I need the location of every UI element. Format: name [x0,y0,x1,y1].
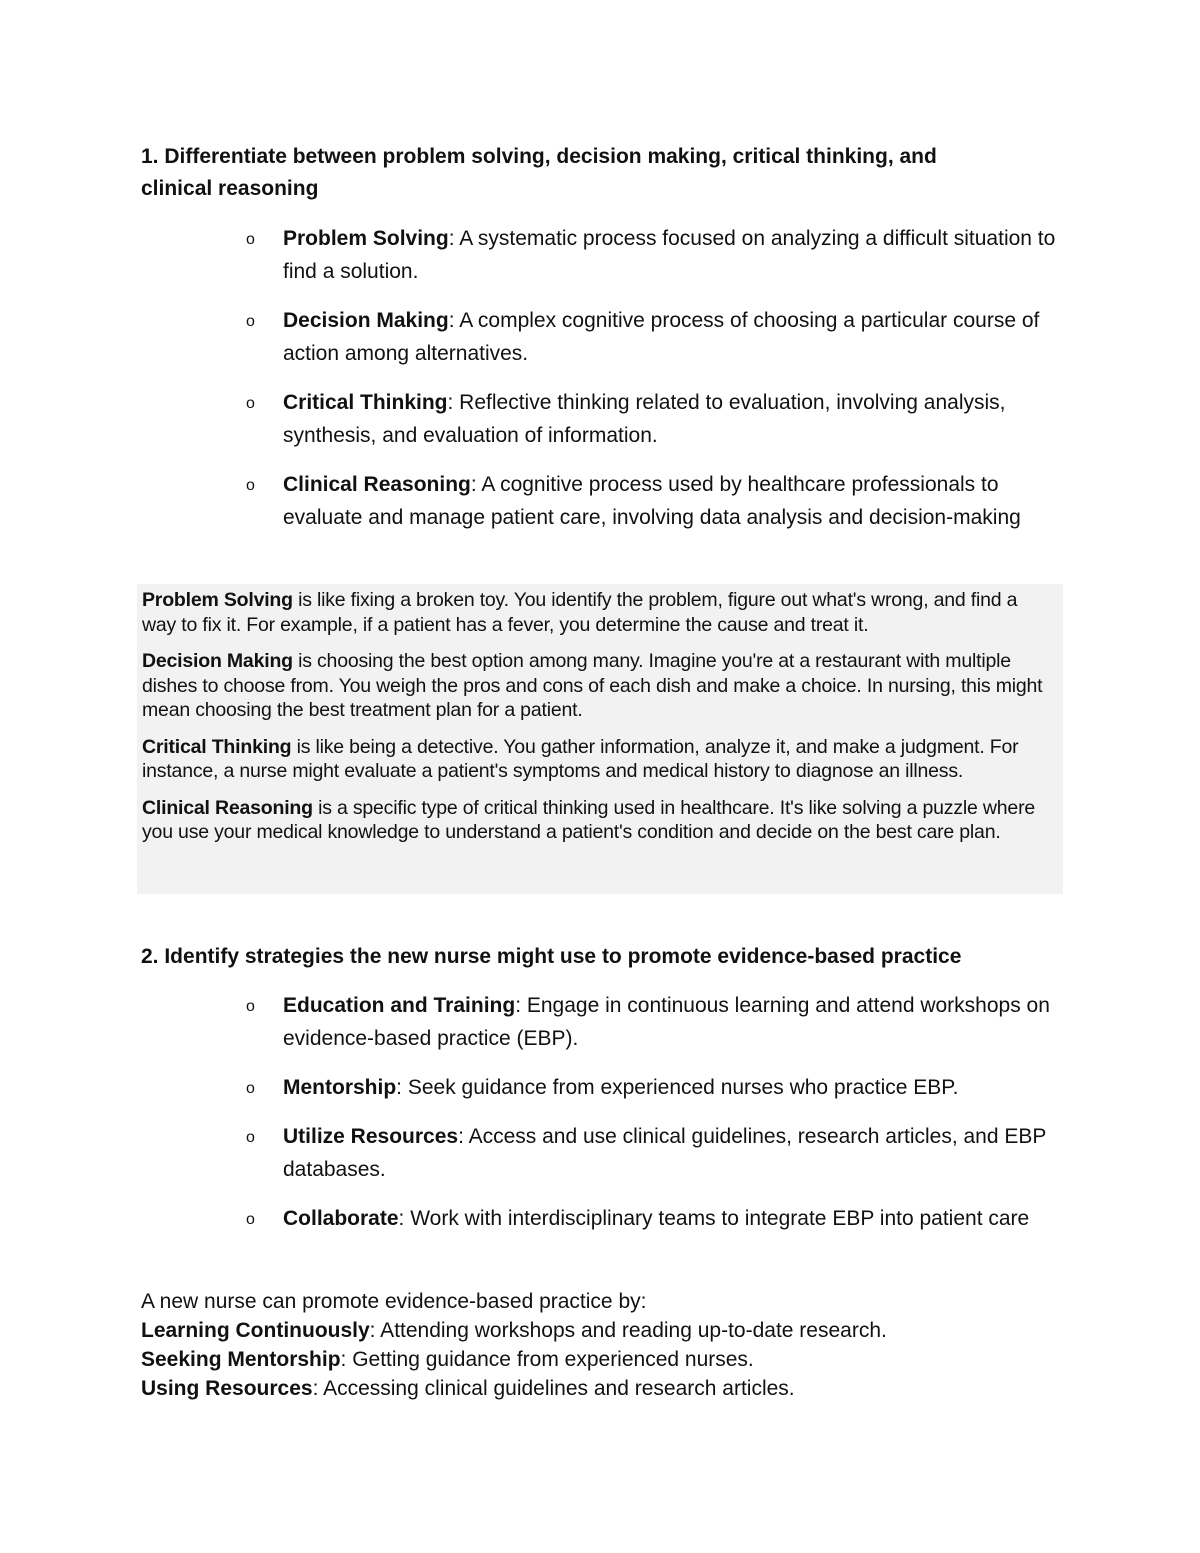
summary-term: Using Resources [141,1377,313,1400]
bullet-text: : A complex cognitive process of choosing a particular course of action among alternatives. [283,309,1040,365]
bullet-term: Utilize Resources [283,1125,459,1148]
bullet-text: : Engage in continuous learning and attend workshops on evidence-based practice (EBP). [283,994,1050,1050]
bullet-marker: o [246,998,255,1015]
bullet-clinical-reasoning [246,468,1066,534]
explanation-term: Decision Making [142,650,293,672]
section1-bullet-list [246,222,1066,550]
bullet-problem-solving [246,222,1066,288]
explanation-text: is like fixing a broken toy. You identify the problem, figure out what's wrong, and find a way to fix it. For example, if a patient has a fever, you determine the cause and treat it. [142,589,1018,636]
bullet-text: : Access and use clinical guidelines, research articles, and EBP databases. [283,1125,1047,1181]
section2-bullet-list [246,989,1066,1251]
section1-heading-line2: clinical reasoning [141,177,319,200]
bullet-marker: o [246,1080,255,1097]
bullet-term: Decision Making [283,309,449,332]
bullet-marker: o [246,1129,255,1146]
summary-text: : Getting guidance from experienced nurses. [340,1348,754,1371]
bullet-term: Mentorship [283,1076,397,1099]
bullet-marker: o [246,1211,255,1228]
bullet-marker: o [246,477,255,494]
summary-item-learning [141,1316,1081,1345]
bullet-critical-thinking [246,386,1066,452]
bullet-education-training [246,989,1066,1055]
summary-block [141,1287,1081,1403]
plain-explanation-box [137,584,1063,894]
bullet-text: : Work with interdisciplinary teams to integrate EBP into patient care [398,1207,1030,1230]
bullet-term: Problem Solving [283,227,449,250]
summary-term: Learning Continuously [141,1319,370,1342]
summary-item-resources [141,1374,1081,1403]
summary-text: : Attending workshops and reading up-to-date research. [369,1319,887,1342]
bullet-marker: o [246,395,255,412]
explanation-critical-thinking [142,735,1053,784]
explanation-text: is choosing the best option among many. Imagine you're at a restaurant with multiple dishes to choose from. You weigh the pros and cons of each dish and make a choice. In nursing, this might mean choosing the best treatment plan for a patient. [142,650,1043,721]
bullet-text: : Reflective thinking related to evaluation, involving analysis, synthesis, and evaluation of information. [283,391,1006,447]
summary-intro: A new nurse can promote evidence-based practice by: [141,1290,647,1313]
explanation-clinical-reasoning [142,796,1053,845]
bullet-text: : A systematic process focused on analyzing a difficult situation to find a solution. [283,227,1056,283]
bullet-term: Clinical Reasoning [283,473,471,496]
section1-heading-line1: 1. Differentiate between problem solving, decision making, critical thinking, and [141,145,937,168]
bullet-term: Education and Training [283,994,516,1017]
explanation-term: Clinical Reasoning [142,796,313,819]
bullet-marker: o [246,313,255,330]
explanation-text: is a specific type of critical thinking used in healthcare. It's like solving a puzzle where you use your medical knowledge to understand a patient's condition and decide on the best care plan. [142,796,1036,843]
bullet-text: : A cognitive process used by healthcare professionals to evaluate and manage patient care, involving data analysis and decision-making [283,473,1021,529]
section1-heading [141,141,1041,205]
bullet-utilize-resources [246,1120,1066,1186]
explanation-term: Critical Thinking [142,735,292,758]
explanation-term: Problem Solving [142,589,293,611]
bullet-decision-making [246,304,1066,370]
section2-heading: 2. Identify strategies the new nurse might use to promote evidence-based practice [141,945,962,968]
bullet-term: Critical Thinking [283,391,448,414]
bullet-mentorship [246,1071,1066,1104]
summary-text: : Accessing clinical guidelines and research articles. [312,1377,795,1400]
summary-term: Seeking Mentorship [141,1348,341,1371]
explanation-decision-making [142,649,1053,723]
bullet-term: Collaborate [283,1207,399,1230]
explanation-problem-solving [142,588,1053,637]
bullet-marker: o [246,231,255,248]
explanation-text: is like being a detective. You gather information, analyze it, and make a judgment. For instance, a nurse might evaluate a patient's symptoms and medical history to diagnose an illness. [142,735,1019,782]
bullet-text: : Seek guidance from experienced nurses who practice EBP. [396,1076,959,1099]
summary-item-mentorship [141,1345,1081,1374]
bullet-collaborate [246,1202,1066,1235]
